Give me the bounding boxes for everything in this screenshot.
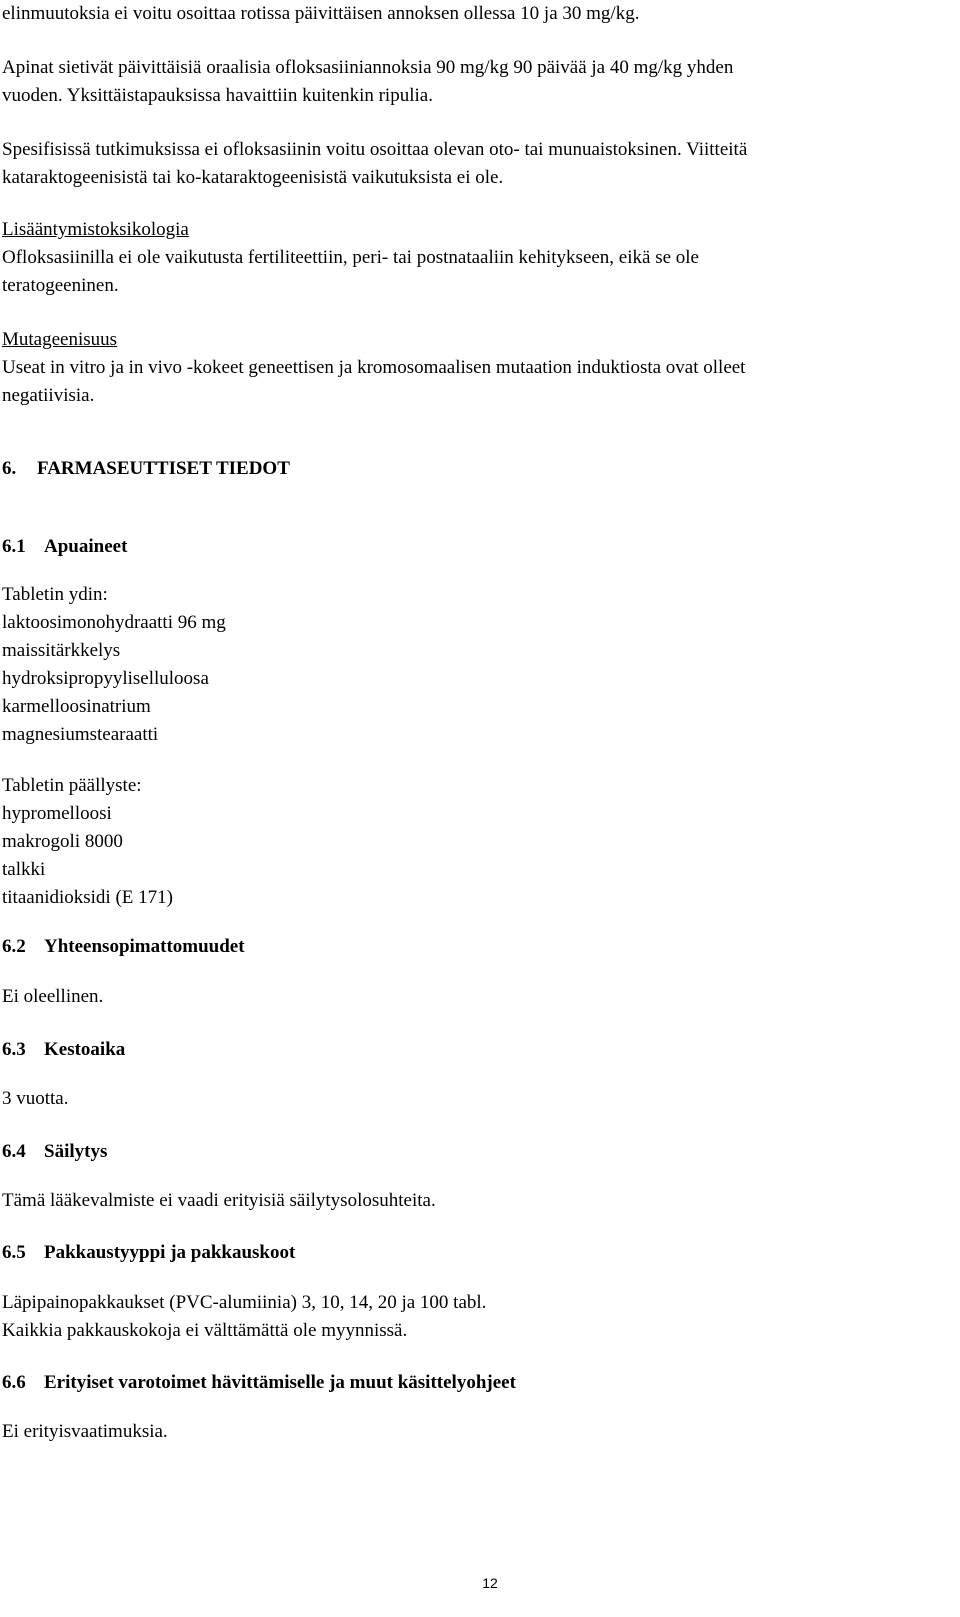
section-6-1-heading [2, 533, 947, 561]
paragraph-monkeys [2, 54, 947, 110]
subheading-mutagenicity: Mutageenisuus [2, 329, 118, 350]
subheading-reproductive-toxicology: Lisääntymistoksikologia [2, 219, 189, 240]
section-6-2-heading [2, 933, 947, 961]
section-number: 6.1 [2, 536, 26, 557]
text-line: Tämä lääkevalmiste ei vaadi erityisiä säilytysolosuhteita. [2, 1190, 436, 1211]
text-line: 3 vuotta. [2, 1088, 69, 1109]
section-title: Kestoaika [44, 1039, 126, 1060]
section-number: 6.2 [2, 936, 26, 957]
section-number: 6. [2, 458, 17, 479]
section-6-5-heading [2, 1239, 947, 1267]
section-6-heading [2, 455, 947, 483]
section-title: FARMASEUTTISET TIEDOT [37, 458, 290, 479]
section-6-5-text [2, 1289, 947, 1345]
text-line: Apinat sietivät päivittäisiä oraalisia ofloksasiiniannoksia 90 mg/kg 90 päivää ja 40 mg/kg yhden [2, 57, 734, 78]
text-line: negatiivisia. [2, 385, 95, 406]
text-line: Ei erityisvaatimuksia. [2, 1421, 168, 1442]
paragraph-specific-studies [2, 136, 947, 192]
section-number: 6.5 [2, 1242, 26, 1263]
text-line: Ei oleellinen. [2, 986, 104, 1007]
section-title: Apuaineet [44, 536, 128, 557]
list-item: karmelloosinatrium [2, 696, 151, 717]
section-title: Pakkaustyyppi ja pakkauskoot [44, 1242, 296, 1263]
list-item: talkki [2, 859, 46, 880]
section-title: Säilytys [44, 1141, 108, 1162]
text-line: Useat in vitro ja in vivo -kokeet geneettisen ja kromosomaalisen mutaation induktiosta ovat olleet [2, 357, 746, 378]
section-6-4-heading [2, 1138, 947, 1166]
paragraph-toxicity-rats [2, 0, 947, 28]
section-title: Erityiset varotoimet hävittämiselle ja muut käsittelyohjeet [44, 1372, 516, 1393]
section-6-3-heading [2, 1036, 947, 1064]
list-title: Tabletin ydin: [2, 584, 108, 605]
text-line: elinmuutoksia ei voitu osoittaa rotissa päivittäisen annoksen ollessa 10 ja 30 mg/kg. [2, 3, 640, 24]
section-6-6-text [2, 1418, 947, 1446]
text-line: vuoden. Yksittäistapauksissa havaittiin kuitenkin ripulia. [2, 85, 433, 106]
section-6-2-text [2, 983, 947, 1011]
list-item: hypromelloosi [2, 803, 112, 824]
section-reproductive-toxicology [2, 216, 947, 300]
excipients-core-list [2, 581, 947, 749]
section-6-3-text [2, 1085, 947, 1113]
text-line: kataraktogeenisistä tai ko-kataraktogeenisistä vaikutuksista ei ole. [2, 167, 504, 188]
text-line: Ofloksasiinilla ei ole vaikutusta fertiliteettiin, peri- tai postnataaliin kehitykseen, eikä se ole [2, 247, 699, 268]
list-item: maissitärkkelys [2, 640, 121, 661]
list-item: titaanidioksidi (E 171) [2, 887, 173, 908]
section-mutagenicity [2, 326, 947, 410]
section-6-6-heading [2, 1369, 947, 1397]
section-number: 6.4 [2, 1141, 26, 1162]
excipients-coating-list [2, 772, 947, 912]
page-number: 12 [482, 1575, 498, 1591]
text-line: Läpipainopakkaukset (PVC-alumiinia) 3, 10, 14, 20 ja 100 tabl. [2, 1292, 487, 1313]
list-item: makrogoli 8000 [2, 831, 123, 852]
text-line: Spesifisissä tutkimuksissa ei ofloksasiinin voitu osoittaa olevan oto- tai munuaistoksinen. Viitteitä [2, 139, 748, 160]
section-6-4-text [2, 1187, 947, 1215]
list-item: magnesiumstearaatti [2, 724, 159, 745]
section-number: 6.3 [2, 1039, 26, 1060]
section-title: Yhteensopimattomuudet [44, 936, 245, 957]
list-item: laktoosimonohydraatti 96 mg [2, 612, 226, 633]
section-number: 6.6 [2, 1372, 26, 1393]
list-title: Tabletin päällyste: [2, 775, 142, 796]
list-item: hydroksipropyyliselluloosa [2, 668, 209, 689]
text-line: Kaikkia pakkauskokoja ei välttämättä ole myynnissä. [2, 1320, 408, 1341]
text-line: teratogeeninen. [2, 275, 119, 296]
